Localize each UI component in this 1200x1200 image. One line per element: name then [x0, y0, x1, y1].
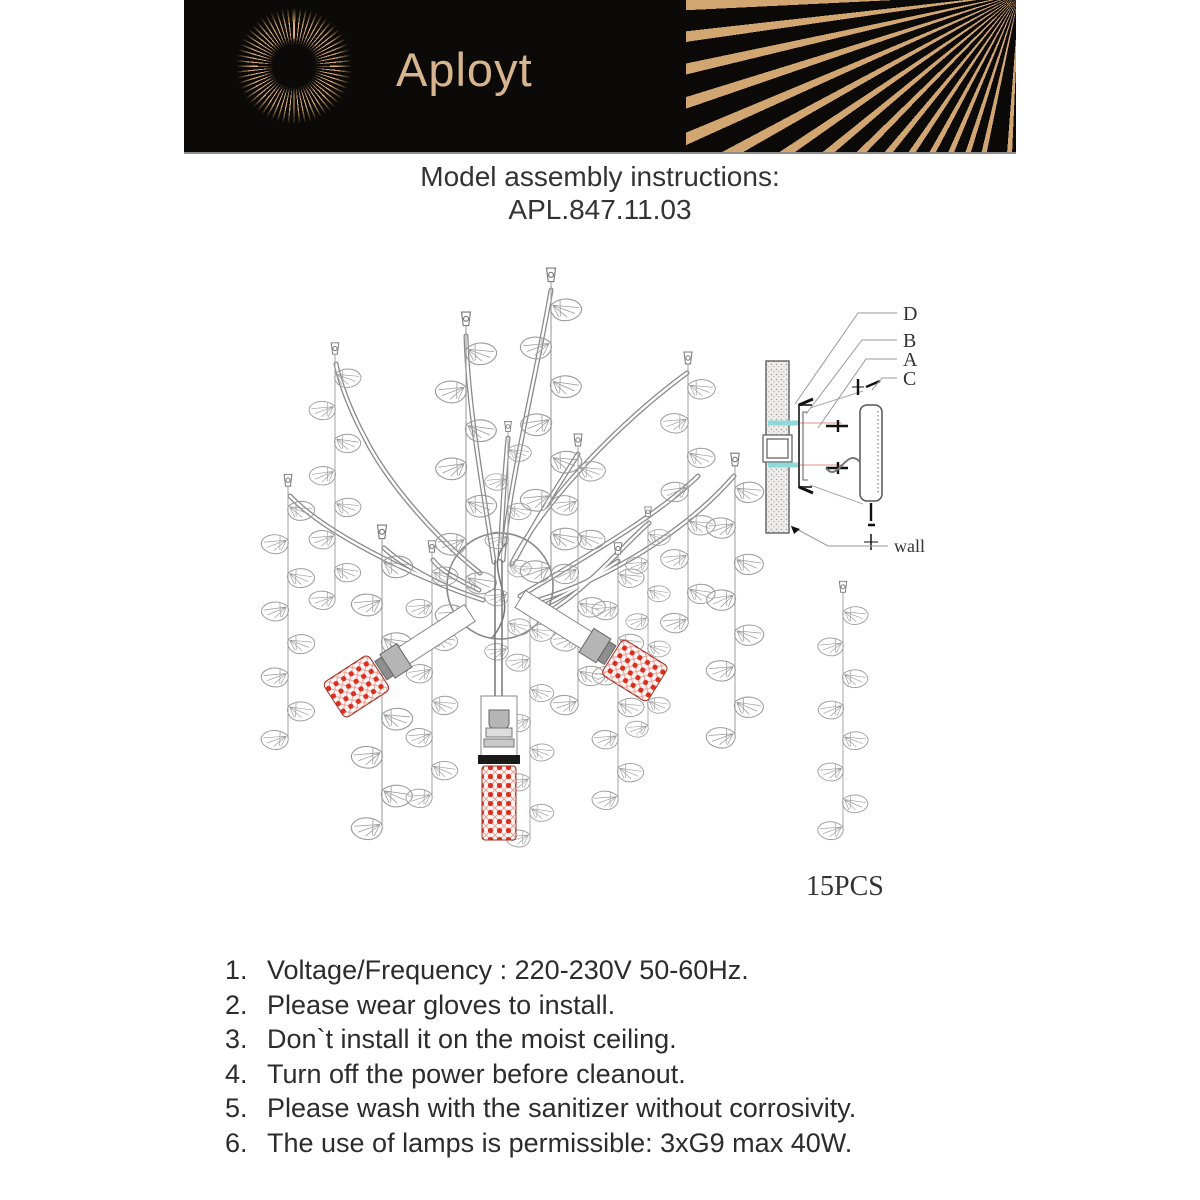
alignment-lines — [810, 391, 863, 504]
instruction-number: 4. — [225, 1058, 248, 1089]
backplate — [860, 405, 882, 501]
instruction-text: Voltage/Frequency : 220-230V 50-60Hz. — [267, 955, 749, 985]
sunburst-logo-icon — [228, 0, 360, 132]
part-label-b: B — [903, 330, 917, 352]
part-label-d: D — [903, 303, 918, 325]
instruction-number: 3. — [225, 1024, 248, 1055]
instruction-text: Please wash with the sanitizer without corrosivity. — [267, 1093, 857, 1124]
instruction-number: 2. — [225, 989, 248, 1020]
assembly-diagram — [230, 248, 990, 948]
instruction-item — [225, 1126, 856, 1161]
brand-banner — [184, 0, 1016, 154]
instruction-item — [225, 1091, 856, 1126]
model-number: APL.847.11.03 — [508, 194, 692, 225]
part-label-c: C — [903, 368, 917, 390]
instruction-item — [225, 1022, 856, 1057]
wall-mount-diagram — [763, 303, 925, 556]
corner-rays-icon — [686, 0, 1016, 152]
lamp-right — [509, 581, 669, 702]
instruction-item — [225, 988, 856, 1023]
instruction-number: 6. — [225, 1127, 248, 1158]
instructions-list — [225, 953, 856, 1161]
instruction-text: The use of lamps is permissible: 3xG9 max 40W. — [267, 1127, 853, 1158]
instruction-text: Turn off the power before cleanout. — [267, 1058, 686, 1089]
instruction-text: Please wear gloves to install. — [267, 989, 616, 1020]
title-block — [184, 160, 1016, 226]
pieces-count: 15PCS — [806, 871, 884, 902]
instruction-item — [225, 1057, 856, 1092]
part-label-a: A — [903, 349, 918, 371]
instruction-number: 5. — [225, 1093, 248, 1124]
mounting-bracket — [799, 399, 813, 493]
lamp-left — [322, 595, 481, 718]
chandelier-drawing — [260, 268, 766, 850]
instruction-item — [225, 953, 856, 988]
spare-strand — [816, 581, 869, 842]
instruction-number: 1. — [225, 955, 248, 985]
instruction-text: Don`t install it on the moist ceiling. — [267, 1024, 677, 1055]
brand-name: Aployt — [396, 43, 533, 96]
title-line-1: Model assembly instructions: — [420, 161, 780, 192]
wall-label: wall — [894, 536, 925, 556]
